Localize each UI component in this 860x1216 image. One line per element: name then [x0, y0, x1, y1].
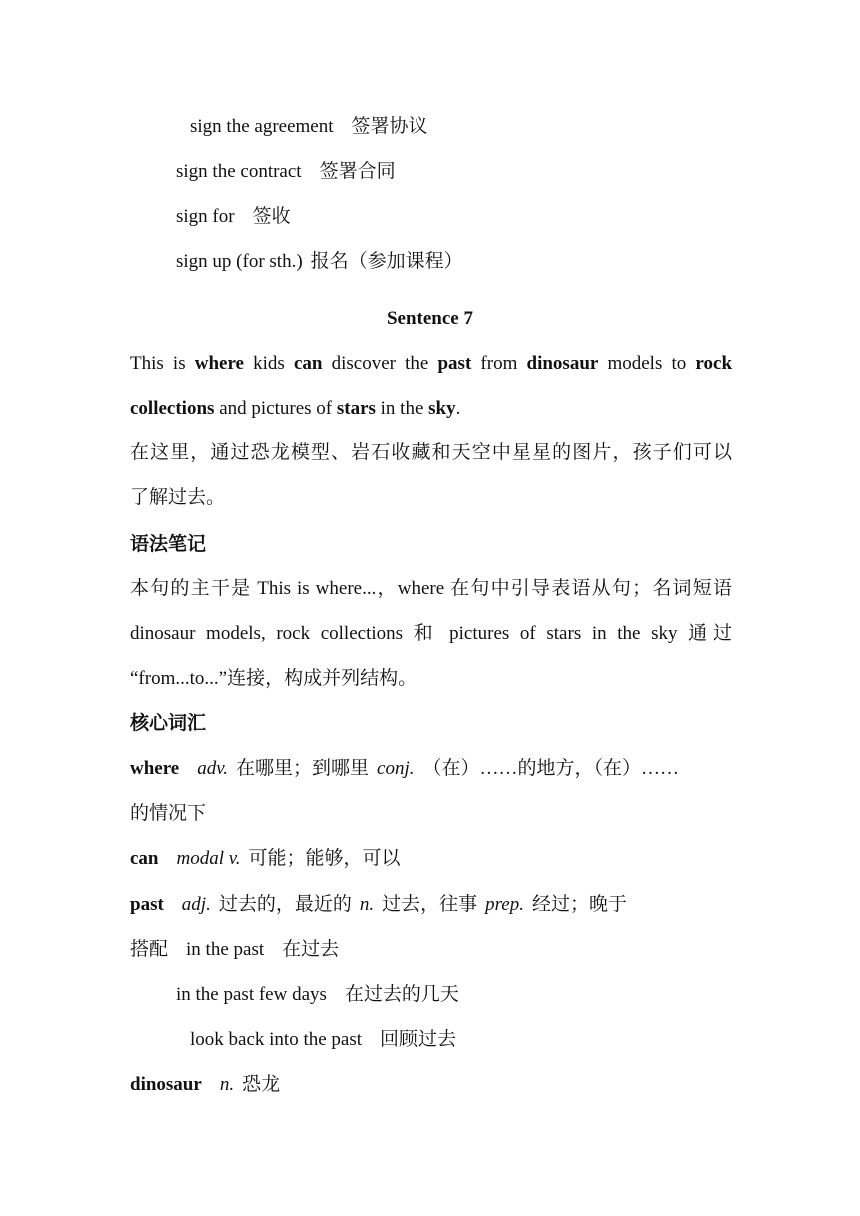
- vocab-word: where: [130, 758, 180, 779]
- definition: 过去的，最近的: [218, 894, 352, 915]
- part-of-speech: conj.: [377, 758, 415, 779]
- collocation-3: [190, 1027, 792, 1053]
- phrase-en: sign the contract: [176, 161, 302, 182]
- vocab-word: dinosaur: [130, 1074, 202, 1095]
- vocab-dinosaur: [130, 1072, 732, 1098]
- text: and pictures of: [214, 398, 337, 419]
- grammar-heading: 语法笔记: [130, 534, 207, 555]
- part-of-speech: n.: [359, 894, 375, 915]
- text: in the: [375, 398, 429, 419]
- phrase-sign-contract: [176, 159, 778, 185]
- phrase-en: sign up (for sth.): [176, 251, 303, 272]
- phrase-en: sign the agreement: [190, 116, 334, 137]
- definition: 恐龙: [242, 1074, 281, 1095]
- phrase-en: sign for: [176, 206, 235, 227]
- vocab-past: [130, 892, 732, 918]
- key-word: can: [293, 353, 323, 374]
- text: This is: [130, 353, 195, 374]
- part-of-speech: prep.: [485, 894, 524, 915]
- vocab-where-cont: 的情况下: [130, 803, 207, 824]
- part-of-speech: modal v.: [176, 848, 241, 869]
- grammar-line2: dinosaur models, rock collections 和 pictures of stars in the sky 通过: [130, 623, 732, 644]
- sentence-en-line2: [130, 396, 732, 422]
- vocab-can: [130, 846, 732, 872]
- collocation-zh: 回顾过去: [380, 1029, 457, 1050]
- key-word: rock: [695, 353, 733, 374]
- part-of-speech: n.: [219, 1074, 235, 1095]
- text: .: [455, 398, 461, 419]
- definition: 经过；晚于: [531, 894, 627, 915]
- vocab-word: past: [130, 894, 164, 915]
- text: models to: [598, 353, 696, 374]
- collocation-zh: 在过去的几天: [344, 984, 459, 1005]
- definition: 可能；能够，可以: [248, 848, 401, 869]
- grammar-line1: 本句的主干是 This is where...，where 在句中引导表语从句；名词短语: [130, 578, 732, 599]
- sentence-zh-line1: 在这里，通过恐龙模型、岩石收藏和天空中星星的图片，孩子们可以: [130, 442, 732, 463]
- key-word: past: [437, 353, 472, 374]
- definition: 过去，往事: [382, 894, 478, 915]
- vocab-where: [130, 756, 732, 782]
- collocation-1: [130, 937, 732, 963]
- key-word: sky: [428, 398, 456, 419]
- vocab-heading: 核心词汇: [130, 713, 207, 734]
- definition: 在哪里；到哪里: [236, 758, 370, 779]
- collocation-2: [176, 982, 778, 1008]
- phrase-zh: 签收: [252, 206, 291, 227]
- definition: （在）……的地方，（在）……: [422, 758, 680, 779]
- phrase-sign-agreement: [190, 114, 792, 140]
- sentence-en-line1: [130, 351, 732, 377]
- text: from: [471, 353, 527, 374]
- part-of-speech: adj.: [181, 894, 211, 915]
- key-word: dinosaur: [526, 353, 599, 374]
- sentence-zh-line2: 了解过去。: [130, 487, 226, 508]
- part-of-speech: adv.: [197, 758, 229, 779]
- text: kids: [244, 353, 294, 374]
- collocation-label: 搭配: [130, 939, 169, 960]
- key-word: stars: [336, 398, 376, 419]
- collocation-en: look back into the past: [190, 1029, 363, 1050]
- grammar-line3: “from...to...”连接，构成并列结构。: [130, 668, 418, 689]
- key-word: collections: [130, 398, 215, 419]
- key-word: where: [194, 353, 244, 374]
- text: discover the: [322, 353, 438, 374]
- phrase-sign-for: [176, 204, 778, 230]
- phrase-zh: 签署合同: [319, 161, 396, 182]
- phrase-sign-up: [176, 249, 778, 275]
- phrase-zh: 报名（参加课程）: [310, 251, 463, 272]
- phrase-zh: 签署协议: [351, 116, 428, 137]
- vocab-word: can: [130, 848, 159, 869]
- collocation-en: in the past: [186, 939, 265, 960]
- collocation-zh: 在过去: [282, 939, 340, 960]
- sentence-title: Sentence 7: [386, 308, 473, 329]
- collocation-en: in the past few days: [176, 984, 327, 1005]
